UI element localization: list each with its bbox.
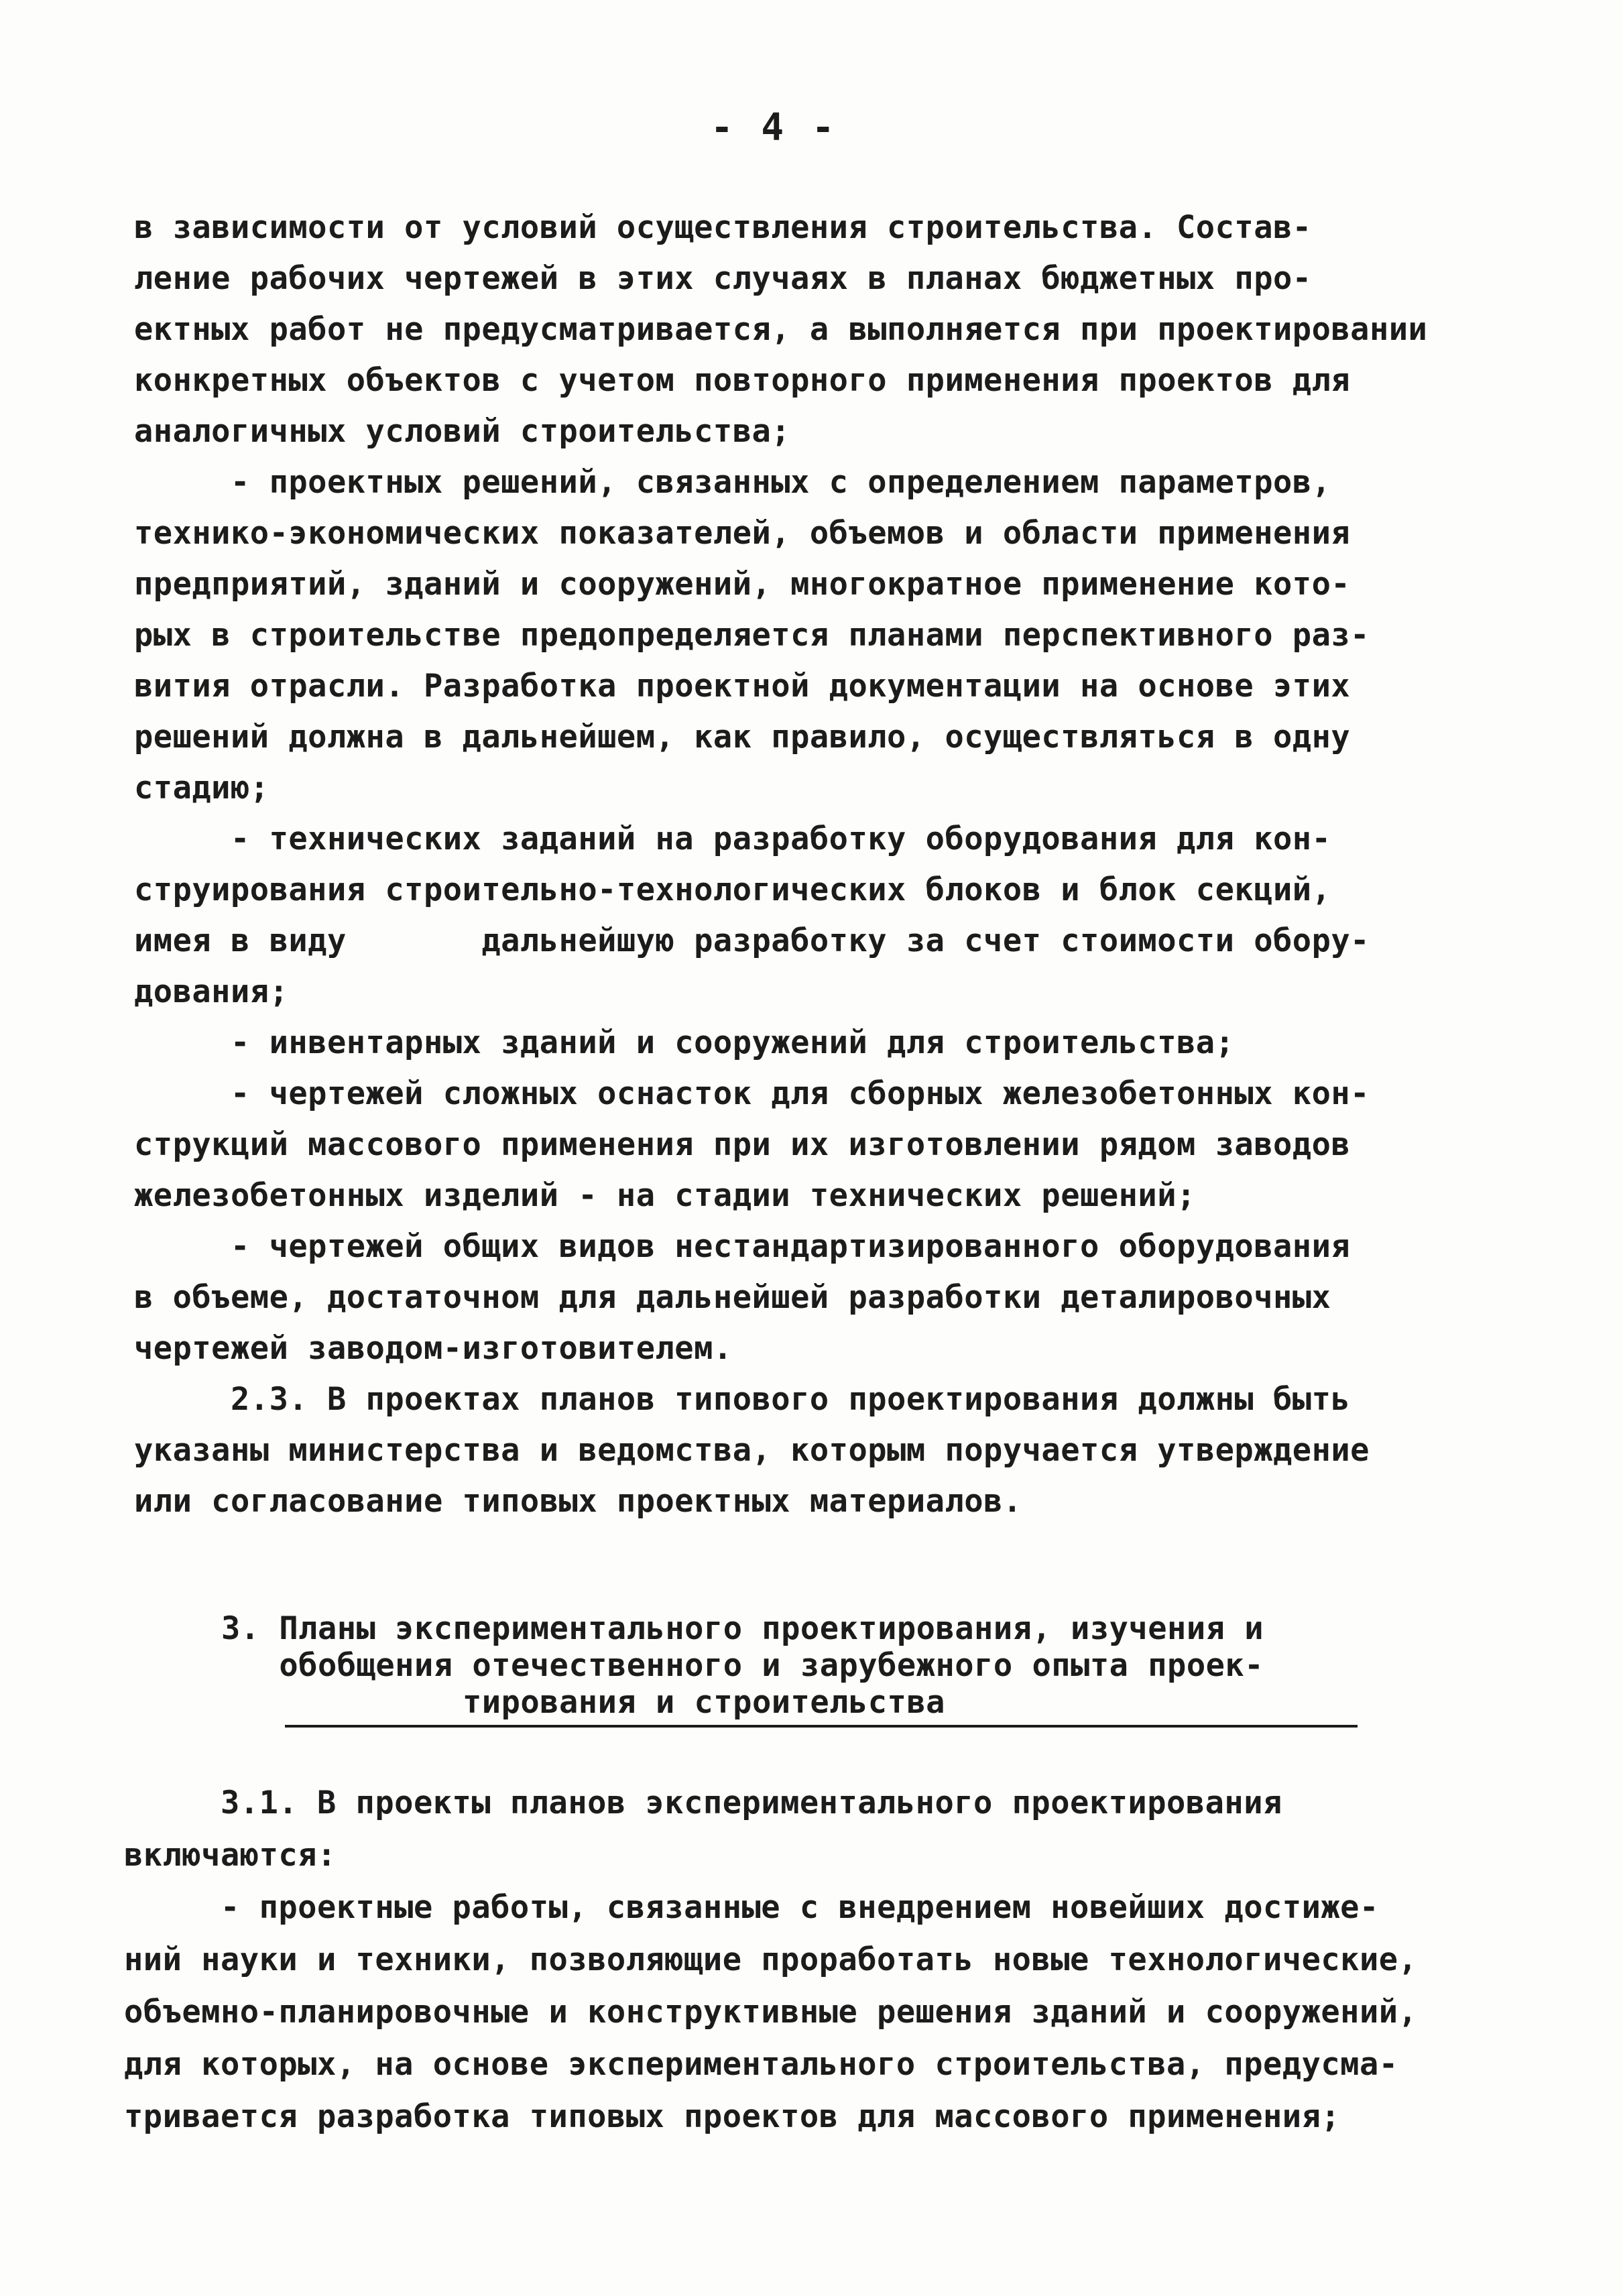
text-line: или согласование типовых проектных материалов. — [134, 1483, 1022, 1520]
text-line: объемно-планировочные и конструктивные решения зданий и сооружений, — [124, 1994, 1418, 2031]
text-line: тривается разработка типовых проектов для массового применения; — [124, 2098, 1341, 2135]
text-line: - чертежей сложных оснасток для сборных железобетонных кон- — [134, 1075, 1370, 1112]
text-line: струирования строительно-технологических блоков и блок секций, — [134, 871, 1331, 908]
section-heading-line: тирования и строительства — [463, 1684, 945, 1721]
text-line: ний науки и техники, позволяющие проработать новые технологические, — [124, 1941, 1418, 1978]
text-line: рых в строительстве предопределяется планами перспективного раз- — [134, 617, 1370, 654]
text-line: - инвентарных зданий и сооружений для строительства; — [134, 1024, 1235, 1061]
text-line: - чертежей общих видов нестандартизированного оборудования — [134, 1228, 1351, 1265]
text-line: чертежей заводом-изготовителем. — [134, 1330, 733, 1367]
text-line: для которых, на основе экспериментального строительства, предусма- — [124, 2046, 1398, 2083]
section-heading-line: обобщения отечественного и зарубежного опыта проек- — [221, 1647, 1264, 1684]
text-line: 3.1. В проекты планов экспериментального проектирования — [124, 1785, 1282, 1821]
text-line: в зависимости от условий осуществления строительства. Состав- — [134, 209, 1312, 246]
text-line: технико-экономических показателей, объемов и области применения — [134, 515, 1351, 552]
text-line: дования; — [134, 973, 289, 1010]
text-line: в объеме, достаточном для дальнейшей разработки деталировочных — [134, 1279, 1331, 1316]
text-line: имея в виду дальнейшую разработку за счет стоимости обору- — [134, 922, 1370, 959]
text-line: указаны министерства и ведомства, которым поручается утверждение — [134, 1432, 1370, 1469]
text-line: вития отрасли. Разработка проектной документации на основе этих — [134, 668, 1351, 705]
text-line: ление рабочих чертежей в этих случаях в планах бюджетных про- — [134, 260, 1312, 297]
text-line: струкций массового применения при их изготовлении рядом заводов — [134, 1126, 1351, 1163]
heading-underline — [285, 1725, 1358, 1728]
text-line: - проектных решений, связанных с определением параметров, — [134, 464, 1331, 501]
text-line: аналогичных условий строительства; — [134, 413, 791, 450]
text-line: решений должна в дальнейшем, как правило, осуществляться в одну — [134, 719, 1351, 756]
text-line: стадию; — [134, 770, 269, 806]
text-line: ектных работ не предусматривается, а выполняется при проектировании — [134, 311, 1428, 348]
text-line: - технических заданий на разработку оборудования для кон- — [134, 821, 1331, 857]
section-heading-line: 3. Планы экспериментального проектирования, изучения и — [221, 1610, 1264, 1647]
text-line: - проектные работы, связанные с внедрением новейших достиже- — [124, 1889, 1379, 1926]
text-line: 2.3. В проектах планов типового проектирования должны быть — [134, 1381, 1351, 1418]
text-line: предприятий, зданий и сооружений, многократное применение кото- — [134, 566, 1351, 603]
text-line: включаются: — [124, 1837, 337, 1874]
text-line: конкретных объектов с учетом повторного применения проектов для — [134, 362, 1351, 399]
page-number: - 4 - — [711, 106, 837, 149]
text-line: железобетонных изделий - на стадии технических решений; — [134, 1177, 1196, 1214]
